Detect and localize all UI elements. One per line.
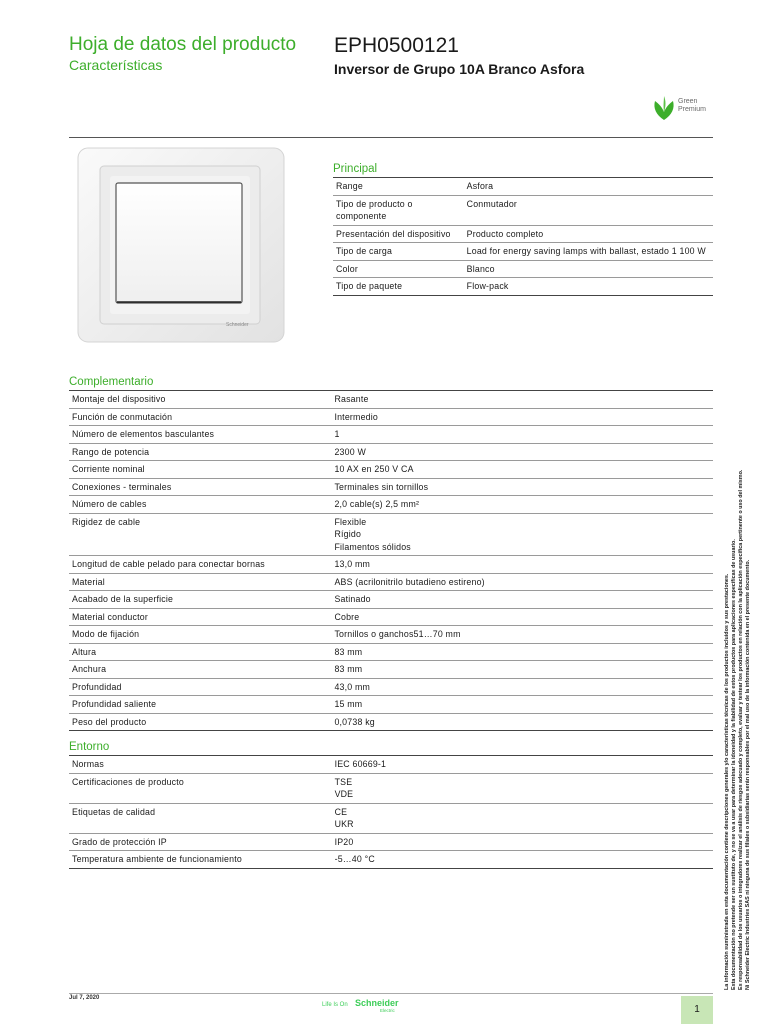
- table-row: [69, 803, 713, 833]
- brand-subname: Electric: [380, 1008, 395, 1013]
- table-row: [69, 573, 713, 591]
- property-value: 1: [331, 426, 713, 444]
- property-label: Tipo de producto o componente: [333, 195, 464, 225]
- table-row: [69, 443, 713, 461]
- disclaimer-line: La información suministrada en esta documentación contiene descripciones generales y/o características técnicas de los productos incluidos y sus prestaciones.: [724, 573, 730, 990]
- property-value: Terminales sin tornillos: [331, 478, 713, 496]
- disclaimer-line: Es responsabilidad de los usuarios o integradores realizar el análisis de riesgos adecuado y completo, evaluar y testear los productos en relación con la aplicación específica pertinente o uso del mismo.: [738, 469, 744, 990]
- table-row: [69, 851, 713, 869]
- green-premium-leaf-icon: [652, 95, 676, 121]
- property-value: Load for energy saving lamps with ballast, estado 1 100 W: [464, 243, 713, 261]
- property-label: Tipo de paquete: [333, 278, 464, 296]
- property-value: 2,0 cable(s) 2,5 mm²: [331, 496, 713, 514]
- header-divider: [69, 137, 713, 138]
- svg-text:Schneider: Schneider: [226, 322, 249, 328]
- property-label: Modo de fijación: [69, 626, 331, 644]
- green-premium-logo: [648, 92, 718, 124]
- property-label: Range: [333, 178, 464, 196]
- table-row: [333, 260, 713, 278]
- property-label: Altura: [69, 643, 331, 661]
- property-value: Flexible Rígido Filamentos sólidos: [331, 513, 713, 556]
- property-value: -5…40 °C: [332, 851, 713, 869]
- property-value: ABS (acrilonitrilo butadieno estireno): [331, 573, 713, 591]
- principal-table: [333, 177, 713, 296]
- table-row: [69, 833, 713, 851]
- property-value: Conmutador: [464, 195, 713, 225]
- product-name: Inversor de Grupo 10A Branco Asfora: [334, 61, 585, 77]
- property-label: Color: [333, 260, 464, 278]
- property-value: 10 AX en 250 V CA: [331, 461, 713, 479]
- property-label: Temperatura ambiente de funcionamiento: [69, 851, 332, 869]
- table-row: [69, 408, 713, 426]
- property-label: Conexiones - terminales: [69, 478, 331, 496]
- document-subtitle: Características: [69, 57, 163, 73]
- table-row: [69, 513, 713, 556]
- schneider-electric-logo: [322, 998, 432, 1014]
- property-value: Producto completo: [464, 225, 713, 243]
- property-value: Asfora: [464, 178, 713, 196]
- property-value: Flow-pack: [464, 278, 713, 296]
- property-label: Número de elementos basculantes: [69, 426, 331, 444]
- table-row: [333, 225, 713, 243]
- property-value: TSE VDE: [332, 773, 713, 803]
- table-row: [69, 626, 713, 644]
- property-value: Blanco: [464, 260, 713, 278]
- property-value: 15 mm: [331, 696, 713, 714]
- table-row: [333, 243, 713, 261]
- property-value: Cobre: [331, 608, 713, 626]
- table-row: [69, 643, 713, 661]
- table-row: [69, 678, 713, 696]
- table-row: [69, 478, 713, 496]
- property-label: Etiquetas de calidad: [69, 803, 332, 833]
- table-row: [69, 608, 713, 626]
- property-value: IP20: [332, 833, 713, 851]
- property-value: Intermedio: [331, 408, 713, 426]
- section-title-principal: Principal: [333, 163, 378, 175]
- table-row: [69, 391, 713, 409]
- footer-divider: [69, 993, 713, 994]
- property-label: Rango de potencia: [69, 443, 331, 461]
- table-row: [69, 756, 713, 774]
- table-row: [69, 661, 713, 679]
- page-number: 1: [681, 996, 713, 1024]
- property-label: Rigidez de cable: [69, 513, 331, 556]
- property-value: 2300 W: [331, 443, 713, 461]
- property-label: Función de conmutación: [69, 408, 331, 426]
- table-row: [69, 496, 713, 514]
- disclaimer-line: Esta documentación no pretende ser un sustituto de, y no se va a usar para determinar la idoneidad y la fiabilidad de estos productos para aplicaciones específicas de usuario.: [731, 539, 737, 990]
- table-row: [69, 591, 713, 609]
- table-row: [69, 426, 713, 444]
- section-title-entorno: Entorno: [69, 741, 110, 753]
- brand-name: Schneider: [355, 998, 399, 1008]
- table-row: [333, 278, 713, 296]
- property-value: CE UKR: [332, 803, 713, 833]
- property-label: Profundidad: [69, 678, 331, 696]
- entorno-table: [69, 755, 713, 869]
- property-label: Material: [69, 573, 331, 591]
- table-row: [333, 195, 713, 225]
- property-label: Material conductor: [69, 608, 331, 626]
- table-row: [69, 461, 713, 479]
- table-row: [69, 713, 713, 731]
- property-value: Tornillos o ganchos51…70 mm: [331, 626, 713, 644]
- property-value: Satinado: [331, 591, 713, 609]
- footer-date: Jul 7, 2020: [69, 995, 100, 1001]
- document-title: Hoja de datos del producto: [69, 34, 297, 55]
- property-value: 13,0 mm: [331, 556, 713, 574]
- property-label: Normas: [69, 756, 332, 774]
- property-label: Montaje del dispositivo: [69, 391, 331, 409]
- property-value: Rasante: [331, 391, 713, 409]
- property-label: Corriente nominal: [69, 461, 331, 479]
- property-label: Grado de protección IP: [69, 833, 332, 851]
- life-is-on-text: Life Is On: [322, 1002, 348, 1008]
- disclaimer-line: Ni Schneider Electric Industries SAS ni ninguna de sus filiales o subsidiarias serán responsables por el mal uso de la información contenida en el presente documento.: [745, 559, 751, 990]
- green-premium-text: Green Premium: [678, 98, 707, 113]
- property-label: Longitud de cable pelado para conectar bornas: [69, 556, 331, 574]
- property-label: Anchura: [69, 661, 331, 679]
- table-row: [69, 696, 713, 714]
- product-reference: EPH0500121: [334, 34, 459, 57]
- property-value: IEC 60669-1: [332, 756, 713, 774]
- property-value: 83 mm: [331, 661, 713, 679]
- table-row: [69, 556, 713, 574]
- property-label: Profundidad saliente: [69, 696, 331, 714]
- section-title-complementario: Complementario: [69, 376, 154, 388]
- property-value: 43,0 mm: [331, 678, 713, 696]
- property-label: Tipo de carga: [333, 243, 464, 261]
- complementario-table: [69, 390, 713, 731]
- legal-disclaimer: [724, 320, 752, 990]
- table-row: [333, 178, 713, 196]
- property-value: 0,0738 kg: [331, 713, 713, 731]
- product-image: [76, 146, 286, 346]
- property-label: Certificaciones de producto: [69, 773, 332, 803]
- property-label: Número de cables: [69, 496, 331, 514]
- property-label: Acabado de la superficie: [69, 591, 331, 609]
- property-label: Presentación del dispositivo: [333, 225, 464, 243]
- table-row: [69, 773, 713, 803]
- property-value: 83 mm: [331, 643, 713, 661]
- property-label: Peso del producto: [69, 713, 331, 731]
